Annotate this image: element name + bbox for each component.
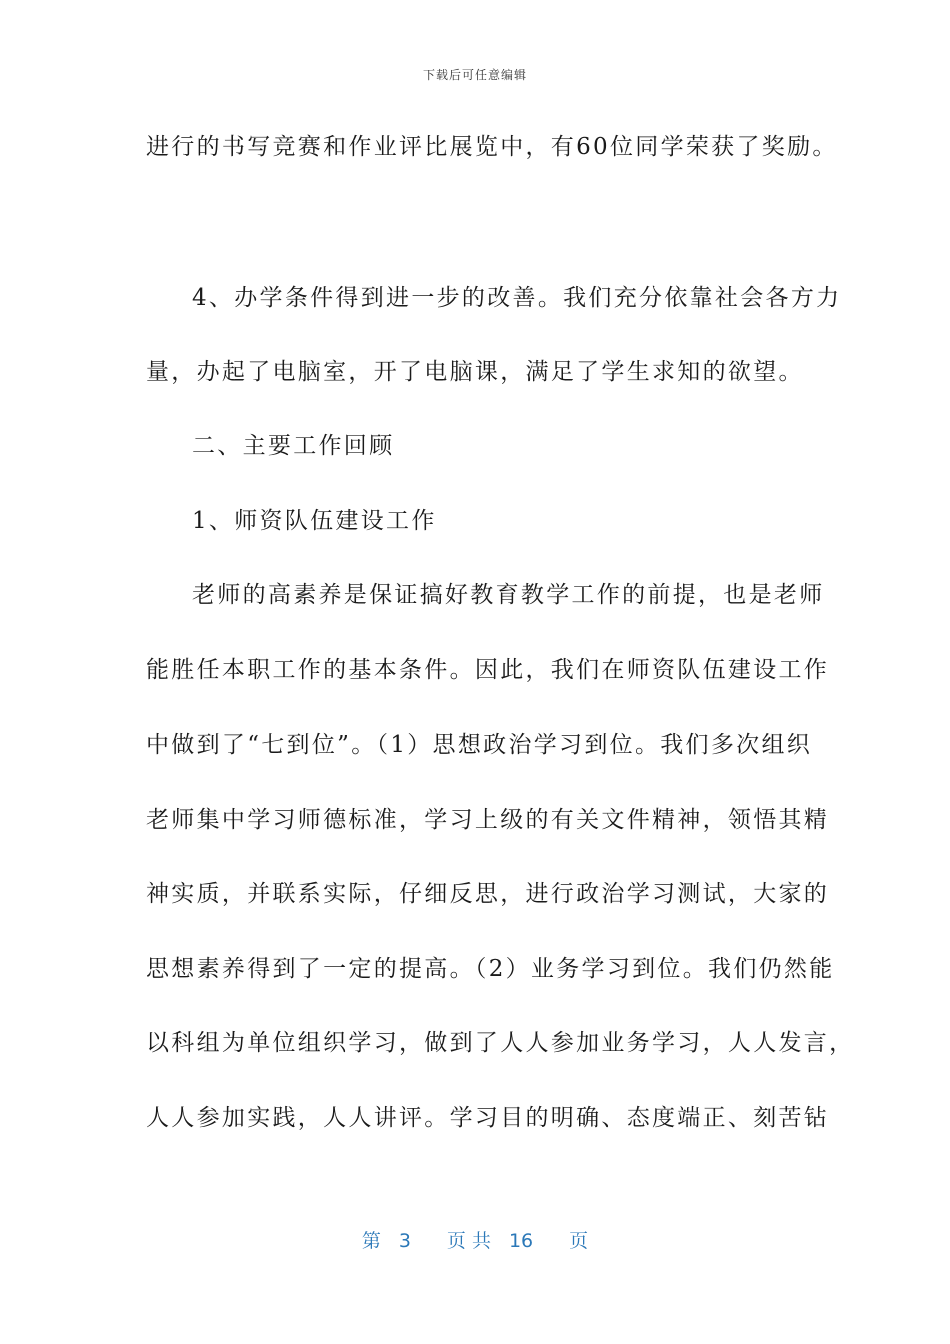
body-line-7: 能胜任本职工作的基本条件。因此，我们在师资队伍建设工作 bbox=[146, 657, 830, 683]
footer-suffix: 页 bbox=[569, 1230, 589, 1252]
body-line-3: 量，办起了电脑室，开了电脑课，满足了学生求知的欲望。 bbox=[146, 359, 804, 385]
header-note: 下载后可任意编辑 bbox=[422, 68, 527, 82]
footer-middle: 页 共 bbox=[446, 1230, 491, 1252]
body-line-9: 老师集中学习师德标准，学习上级的有关文件精神，领悟其精 bbox=[146, 807, 830, 833]
footer-prefix: 第 bbox=[361, 1230, 381, 1252]
body-line-12: 以科组为单位组织学习，做到了人人参加业务学习，人人发言， bbox=[146, 1030, 855, 1056]
body-line-1: 进行的书写竞赛和作业评比展览中，有60位同学荣获了奖励。 bbox=[146, 134, 838, 160]
footer-current-page: 3 bbox=[398, 1230, 411, 1252]
body-line-2: 4、办学条件得到进一步的改善。我们充分依靠社会各方力 bbox=[192, 285, 842, 311]
body-line-11: 思想素养得到了一定的提高。（2）业务学习到位。我们仍然能 bbox=[146, 956, 835, 982]
body-line-8: 中做到了“七到位”。（1）思想政治学习到位。我们多次组织 bbox=[146, 732, 813, 758]
body-line-10: 神实质，并联系实际，仔细反思，进行政治学习测试，大家的 bbox=[146, 881, 830, 907]
body-line-13: 人人参加实践，人人讲评。学习目的明确、态度端正、刻苦钻 bbox=[146, 1105, 830, 1131]
body-line-6: 老师的高素养是保证搞好教育教学工作的前提，也是老师 bbox=[192, 582, 825, 608]
section-heading: 二、主要工作回顾 bbox=[192, 433, 395, 459]
subsection-heading: 1、师资队伍建设工作 bbox=[192, 508, 437, 534]
footer-total-pages: 16 bbox=[508, 1230, 534, 1252]
page-footer bbox=[0, 1226, 950, 1253]
